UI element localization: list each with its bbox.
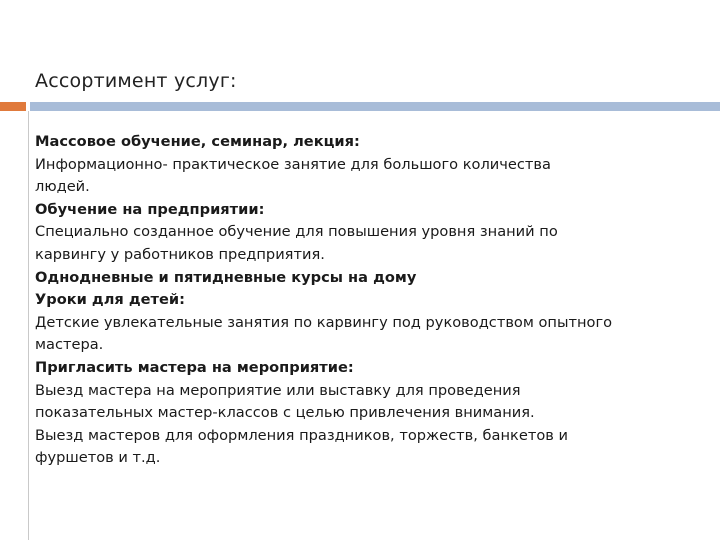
service-line: людей. — [35, 178, 90, 196]
service-line: Информационно- практическое занятие для большого количества — [35, 155, 551, 173]
slide-title: Ассортимент услуг: — [35, 70, 237, 92]
service-line: Выезд мастеров для оформления праздников, торжеств, банкетов и — [35, 426, 568, 444]
service-line: Выезд мастера на мероприятие или выставку для проведения — [35, 381, 521, 399]
service-line: фуршетов и т.д. — [35, 449, 161, 467]
service-line: Обучение на предприятии: — [35, 200, 265, 218]
service-line: Специально созданное обучение для повышения уровня знаний по — [35, 223, 558, 241]
service-line: карвингу у работников предприятия. — [35, 245, 325, 263]
service-line: Пригласить мастера на мероприятие: — [35, 358, 354, 376]
service-line: Однодневные и пятидневные курсы на дому — [35, 268, 417, 286]
left-vertical-rule — [28, 111, 29, 540]
service-line: показательных мастер-классов с целью привлечения внимания. — [35, 404, 535, 422]
service-line: Массовое обучение, семинар, лекция: — [35, 133, 360, 150]
accent-bar — [0, 102, 26, 111]
service-line: мастера. — [35, 336, 104, 354]
services-list — [35, 131, 695, 470]
title-rule — [30, 102, 720, 111]
service-line: Уроки для детей: — [35, 291, 185, 309]
service-line: Детские увлекательные занятия по карвингу под руководством опытного — [35, 313, 613, 331]
